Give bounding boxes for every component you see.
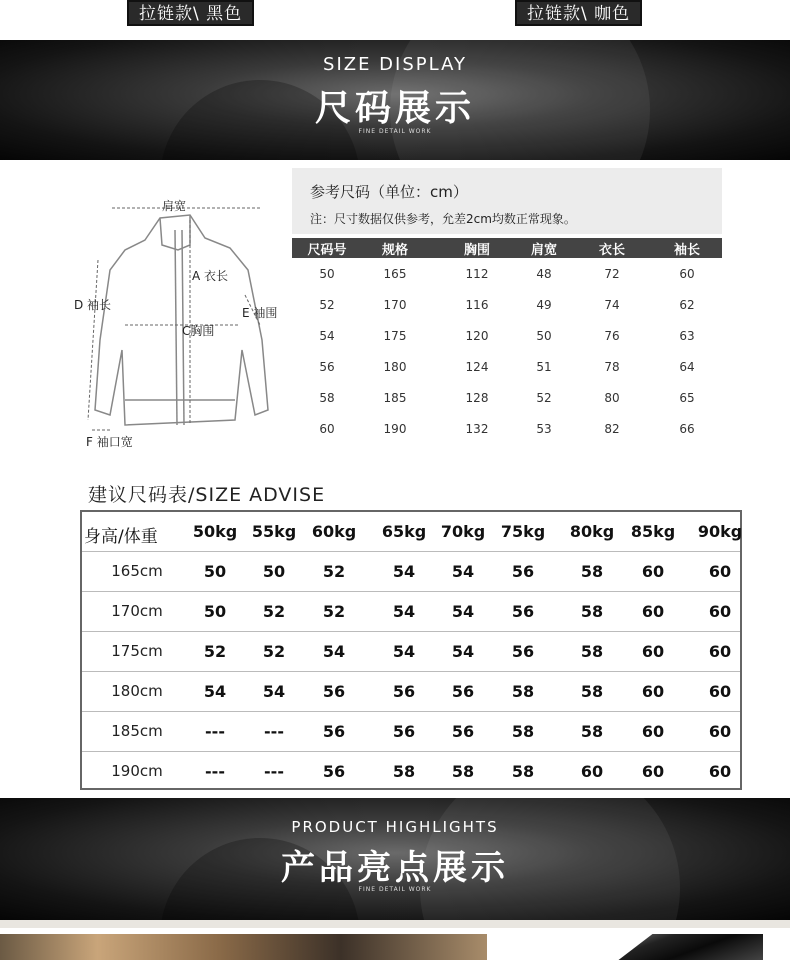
advise-size-cell: --- bbox=[264, 722, 284, 741]
advise-size-cell: 54 bbox=[451, 642, 475, 661]
advise-height-label: 165cm bbox=[111, 562, 163, 580]
ref-table-cell: 58 bbox=[319, 391, 335, 405]
advise-size-cell: 50 bbox=[203, 562, 227, 581]
size-advise-table bbox=[80, 510, 742, 790]
ref-table-cell: 50 bbox=[319, 267, 335, 281]
advise-height-label: 175cm bbox=[111, 642, 163, 660]
advise-size-cell: 54 bbox=[392, 642, 416, 661]
advise-weight-header: 50kg bbox=[192, 522, 238, 541]
reference-table-header bbox=[292, 238, 722, 258]
ref-table-cell: 180 bbox=[383, 360, 407, 374]
ref-table-cell: 52 bbox=[536, 391, 552, 405]
ref-table-cell: 82 bbox=[604, 422, 620, 436]
advise-size-cell: --- bbox=[264, 762, 284, 781]
advise-size-cell: 58 bbox=[392, 762, 416, 781]
ref-table-cell: 170 bbox=[383, 298, 407, 312]
ref-table-cell: 112 bbox=[465, 267, 489, 281]
advise-size-cell: 52 bbox=[203, 642, 227, 661]
advise-weight-header: 85kg bbox=[630, 522, 676, 541]
reference-note: 注：尺寸数据仅供参考，允差2cm均数正常现象。 bbox=[310, 212, 576, 226]
advise-size-cell: 58 bbox=[580, 722, 604, 741]
advise-size-cell: 50 bbox=[262, 562, 286, 581]
sketch-label-cuff-around: E 袖围 bbox=[242, 306, 278, 320]
advise-size-cell: 58 bbox=[580, 682, 604, 701]
ref-table-cell: 124 bbox=[465, 360, 489, 374]
size-advise-title: 建议尺码表/SIZE ADVISE bbox=[88, 484, 326, 506]
ref-table-cell: 116 bbox=[465, 298, 489, 312]
advise-size-cell: 56 bbox=[392, 682, 416, 701]
ref-table-cell: 48 bbox=[536, 267, 552, 281]
ref-table-cell: 165 bbox=[383, 267, 407, 281]
advise-size-cell: 60 bbox=[580, 762, 604, 781]
ref-table-cell: 50 bbox=[536, 329, 552, 343]
ref-col-header: 衣长 bbox=[598, 243, 626, 258]
advise-size-cell: 60 bbox=[708, 642, 732, 661]
advise-weight-header: 55kg bbox=[251, 522, 297, 541]
advise-size-cell: 52 bbox=[322, 602, 346, 621]
advise-weight-header: 70kg bbox=[440, 522, 486, 541]
color-tag-black: 拉链款\ 黑色 bbox=[127, 0, 254, 26]
advise-size-cell: 54 bbox=[392, 602, 416, 621]
advise-height-label: 190cm bbox=[111, 762, 163, 780]
ref-col-header: 尺码号 bbox=[307, 243, 347, 258]
ref-table-row bbox=[292, 258, 722, 289]
advise-height-label: 170cm bbox=[111, 602, 163, 620]
advise-size-cell: 60 bbox=[641, 722, 665, 741]
advise-size-cell: 60 bbox=[708, 602, 732, 621]
advise-size-cell: 60 bbox=[708, 682, 732, 701]
advise-size-cell: --- bbox=[205, 762, 225, 781]
ref-table-cell: 80 bbox=[604, 391, 620, 405]
advise-size-cell: --- bbox=[205, 722, 225, 741]
advise-size-cell: 56 bbox=[392, 722, 416, 741]
advise-size-cell: 54 bbox=[451, 562, 475, 581]
advise-weight-header: 65kg bbox=[381, 522, 427, 541]
ref-col-header: 袖长 bbox=[673, 243, 701, 258]
advise-size-cell: 60 bbox=[641, 642, 665, 661]
ref-col-header: 肩宽 bbox=[530, 243, 558, 258]
jacket-measurement-sketch bbox=[70, 190, 295, 455]
ref-table-cell: 74 bbox=[604, 298, 620, 312]
advise-size-cell: 56 bbox=[322, 682, 346, 701]
advise-size-cell: 52 bbox=[322, 562, 346, 581]
advise-size-cell: 56 bbox=[511, 642, 535, 661]
product-photo-right bbox=[493, 934, 790, 960]
advise-size-cell: 56 bbox=[322, 722, 346, 741]
ref-table-cell: 62 bbox=[679, 298, 695, 312]
ref-table-cell: 175 bbox=[383, 329, 407, 343]
ref-table-row bbox=[292, 382, 722, 413]
advise-size-cell: 56 bbox=[511, 602, 535, 621]
banner-cn-title: 尺码展示 bbox=[314, 88, 475, 129]
sketch-label-cuff-width: F 袖口宽 bbox=[86, 435, 133, 449]
ref-table-row bbox=[292, 351, 722, 382]
reference-title: 参考尺码（单位：cm） bbox=[310, 183, 468, 201]
advise-size-cell: 56 bbox=[451, 682, 475, 701]
sketch-label-shoulder: 肩宽 bbox=[162, 199, 187, 213]
banner-subtitle: FINE DETAIL WORK bbox=[358, 128, 432, 135]
advise-size-cell: 60 bbox=[641, 682, 665, 701]
ref-table-cell: 60 bbox=[679, 267, 695, 281]
advise-size-cell: 58 bbox=[511, 722, 535, 741]
advise-table-row bbox=[82, 672, 740, 712]
advise-size-cell: 60 bbox=[708, 722, 732, 741]
ref-col-header: 规格 bbox=[381, 243, 409, 258]
ref-table-cell: 128 bbox=[465, 391, 489, 405]
ref-table-cell: 65 bbox=[679, 391, 695, 405]
advise-weight-header: 60kg bbox=[311, 522, 357, 541]
sketch-label-chest: C胸围 bbox=[182, 324, 215, 338]
ref-table-cell: 63 bbox=[679, 329, 695, 343]
sketch-label-length: A 衣长 bbox=[192, 269, 229, 283]
ref-table-cell: 51 bbox=[536, 360, 552, 374]
advise-table-row bbox=[82, 552, 740, 592]
ref-table-cell: 56 bbox=[319, 360, 335, 374]
ref-table-cell: 64 bbox=[679, 360, 695, 374]
advise-header-row bbox=[82, 512, 743, 552]
ref-table-cell: 190 bbox=[383, 422, 407, 436]
advise-table-row bbox=[82, 592, 740, 632]
ref-table-cell: 49 bbox=[536, 298, 552, 312]
ref-table-cell: 60 bbox=[319, 422, 335, 436]
ref-table-cell: 66 bbox=[679, 422, 695, 436]
ref-table-cell: 72 bbox=[604, 267, 620, 281]
highlights-cn-title: 产品亮点展示 bbox=[281, 848, 509, 888]
highlights-en-title: PRODUCT HIGHLIGHTS bbox=[291, 818, 499, 836]
divider bbox=[0, 920, 790, 928]
advise-size-cell: 58 bbox=[451, 762, 475, 781]
advise-height-label: 185cm bbox=[111, 722, 163, 740]
ref-table-row bbox=[292, 289, 722, 320]
advise-size-cell: 60 bbox=[708, 562, 732, 581]
color-tag-brown: 拉链款\ 咖色 bbox=[515, 0, 642, 26]
advise-size-cell: 54 bbox=[322, 642, 346, 661]
size-display-banner bbox=[0, 40, 790, 160]
advise-height-label: 180cm bbox=[111, 682, 163, 700]
advise-size-cell: 58 bbox=[511, 682, 535, 701]
ref-table-cell: 78 bbox=[604, 360, 620, 374]
advise-size-cell: 58 bbox=[580, 562, 604, 581]
ref-table-cell: 76 bbox=[604, 329, 620, 343]
highlights-subtitle: FINE DETAIL WORK bbox=[358, 886, 432, 893]
advise-corner-label: 身高/体重 bbox=[84, 527, 158, 547]
ref-table-cell: 53 bbox=[536, 422, 552, 436]
ref-table-cell: 132 bbox=[465, 422, 489, 436]
ref-table-row bbox=[292, 320, 722, 351]
sketch-label-sleeve: D 袖长 bbox=[74, 298, 112, 312]
advise-size-cell: 56 bbox=[451, 722, 475, 741]
ref-table-cell: 54 bbox=[319, 329, 335, 343]
ref-col-header: 胸围 bbox=[463, 243, 491, 258]
top-strip bbox=[0, 0, 790, 40]
advise-weight-header: 90kg bbox=[697, 522, 743, 541]
ref-table-cell: 52 bbox=[319, 298, 335, 312]
advise-size-cell: 52 bbox=[262, 642, 286, 661]
product-photo-left bbox=[0, 934, 487, 960]
ref-table-row bbox=[292, 413, 722, 444]
reference-size-table bbox=[292, 238, 722, 444]
ref-table-cell: 185 bbox=[383, 391, 407, 405]
advise-table-row bbox=[82, 712, 740, 752]
advise-table-row bbox=[82, 632, 740, 672]
advise-size-cell: 56 bbox=[511, 562, 535, 581]
advise-size-cell: 60 bbox=[708, 762, 732, 781]
advise-size-cell: 58 bbox=[511, 762, 535, 781]
advise-size-cell: 58 bbox=[580, 602, 604, 621]
advise-size-cell: 50 bbox=[203, 602, 227, 621]
advise-size-cell: 54 bbox=[451, 602, 475, 621]
advise-size-cell: 54 bbox=[203, 682, 227, 701]
advise-size-cell: 60 bbox=[641, 762, 665, 781]
advise-size-cell: 56 bbox=[322, 762, 346, 781]
advise-size-cell: 58 bbox=[580, 642, 604, 661]
advise-size-cell: 54 bbox=[262, 682, 286, 701]
advise-size-cell: 54 bbox=[392, 562, 416, 581]
advise-table-row bbox=[82, 752, 740, 792]
advise-size-cell: 60 bbox=[641, 602, 665, 621]
product-highlights-banner bbox=[0, 798, 790, 920]
advise-weight-header: 75kg bbox=[500, 522, 546, 541]
advise-size-cell: 52 bbox=[262, 602, 286, 621]
banner-en-title: SIZE DISPLAY bbox=[323, 54, 467, 75]
ref-table-cell: 120 bbox=[465, 329, 489, 343]
advise-size-cell: 60 bbox=[641, 562, 665, 581]
advise-weight-header: 80kg bbox=[569, 522, 615, 541]
